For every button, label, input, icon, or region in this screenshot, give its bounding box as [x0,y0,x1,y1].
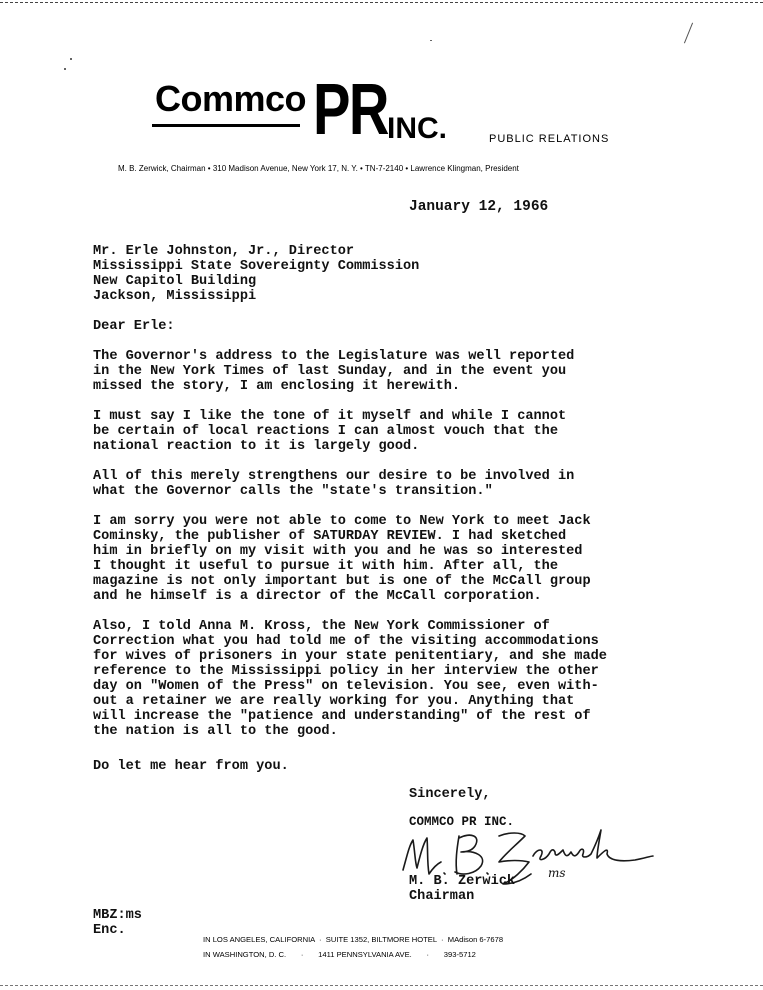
body-line: in the New York Times of last Sunday, and in the event you [93,364,567,379]
logo-underline [152,124,300,127]
signer-title: Chairman [409,889,475,904]
body-line: All of this merely strengthens our desire to be involved in [93,469,575,484]
body-line: I thought it useful to pursue it with him. After all, the [93,559,558,574]
signer-name: M. B. Zerwick [409,874,516,889]
pen-mark [684,23,693,44]
closing-company: COMMCO PR INC. [409,815,515,829]
recipient-line: New Capitol Building [93,274,257,289]
body-line: and he himself is a director of the McCall corporation. [93,589,542,604]
reference-initials: MBZ:ms [93,908,142,923]
body-line: for wives of prisoners in your state penitentiary, and she made [93,649,607,664]
body-line: I must say I like the tone of it myself and while I cannot [93,409,567,424]
footer-line: IN LOS ANGELES, CALIFORNIA · SUITE 1352, BILTMORE HOTEL · MAdison 6-7678 [203,935,504,944]
page-edge-bottom [0,985,763,986]
speck [64,68,66,70]
body-line: Also, I told Anna M. Kross, the New York Commissioner of [93,619,550,634]
body-line: out a retainer we are really working for you. Anything that [93,694,575,709]
recipient-line: Mississippi State Sovereignty Commission [93,259,420,274]
recipient-line: Jackson, Mississippi [93,289,257,304]
company-logo-pr: PR [313,70,388,150]
body-line: the nation is all to the good. [93,724,338,739]
body-line: The Governor's address to the Legislature was well reported [93,349,575,364]
recipient-line: Mr. Erle Johnston, Jr., Director [93,244,355,259]
company-logo-name: Commco [155,78,307,119]
footer-line: IN WASHINGTON, D. C. · 1411 PENNSYLVANIA AVE. · 393-5712 [203,950,476,959]
valediction: Sincerely, [409,787,491,802]
company-logo-inc: INC. [387,112,447,145]
enclosure-note: Enc. [93,923,126,938]
company-tagline: PUBLIC RELATIONS [489,133,610,145]
body-line: Do let me hear from you. [93,759,289,774]
letter-date: January 12, 1966 [409,199,549,215]
body-line: I am sorry you were not able to come to New York to meet Jack [93,514,591,529]
body-line: will increase the "patience and understanding" of the rest of [93,709,591,724]
speck [430,40,432,41]
typist-initials-mark: ms [548,866,566,880]
letterhead-address: M. B. Zerwick, Chairman • 310 Madison Avenue, New York 17, N. Y. • TN-7-2140 • Lawrence Klingman, President [118,164,519,173]
body-line: Correction what you had told me of the visiting accommodations [93,634,599,649]
body-line: Cominsky, the publisher of SATURDAY REVIEW. I had sketched [93,529,567,544]
body-line: missed the story, I am enclosing it herewith. [93,379,461,394]
salutation: Dear Erle: [93,319,175,334]
body-line: day on "Women of the Press" on television. You see, even with- [93,679,599,694]
body-line: magazine is not only important but is one of the McCall group [93,574,591,589]
body-line: him in briefly on my visit with you and he was so interested [93,544,583,559]
speck [70,58,72,60]
page-edge-top [0,2,763,3]
body-line: reference to the Mississippi policy in her interview the other [93,664,599,679]
body-line: national reaction to it is largely good. [93,439,420,454]
body-line: what the Governor calls the "state's transition." [93,484,493,499]
body-line: be certain of local reactions I can almost vouch that the [93,424,558,439]
